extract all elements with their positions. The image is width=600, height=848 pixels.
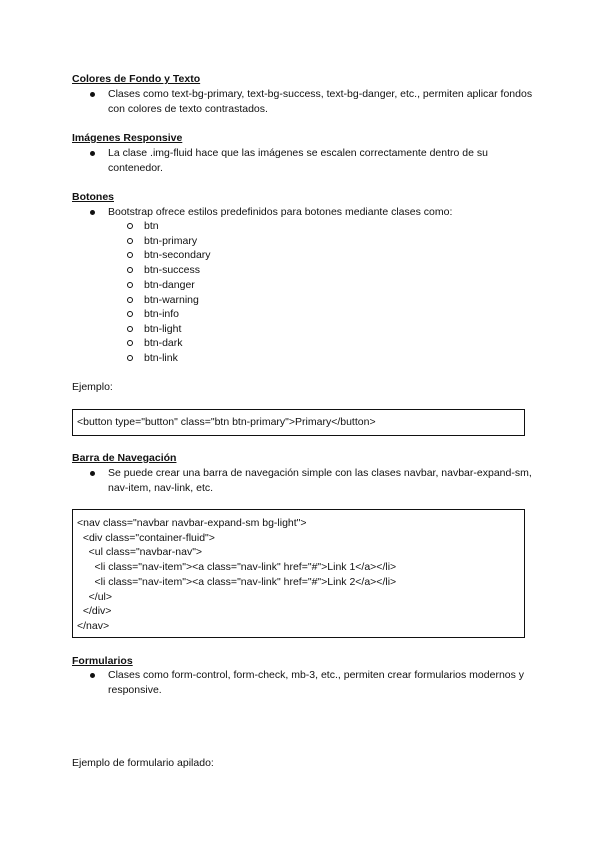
heading-colores: Colores de Fondo y Texto (72, 73, 201, 85)
bullet-text: La clase .img-fluid hace que las imágenes se escalen correctamente dentro de su contenedor. (108, 147, 488, 174)
class-name: btn-warning (144, 294, 199, 306)
heading-formularios: Formularios (72, 655, 133, 667)
class-name: btn-danger (144, 279, 195, 291)
class-name: btn-light (144, 323, 182, 335)
bullet-icon (90, 471, 95, 476)
class-name: btn-info (144, 308, 180, 320)
bullet-text: Bootstrap ofrece estilos predefinidos para botones mediante clases como: (108, 206, 453, 218)
class-name: btn (144, 220, 159, 232)
circle-bullet-icon (127, 297, 133, 303)
heading-navbar: Barra de Navegación (72, 452, 177, 464)
bullet-text: Clases como form-control, form-check, mb-3, etc., permiten crear formularios modernos y responsive. (108, 669, 525, 696)
code-block-navbar: <nav class="navbar navbar-expand-sm bg-light"> <div class="container-fluid"> <ul class="navbar-nav"> <li class="nav-item"><a class="nav-link" href="#">Link 1</a></li> <li class="nav-item"><a class="nav-link" href="#">Link 2</a></li> </ul> </div> </nav> (72, 509, 525, 638)
bullet-text: Se puede crear una barra de navegación simple con las clases navbar, navbar-expand-sm, nav-item, nav-link, etc. (108, 467, 532, 494)
example-label: Ejemplo de formulario apilado: (72, 757, 214, 769)
bullet-icon (90, 92, 95, 97)
circle-bullet-icon (127, 340, 133, 346)
heading-botones: Botones (72, 191, 114, 203)
class-name: btn-secondary (144, 249, 211, 261)
circle-bullet-icon (127, 311, 133, 317)
circle-bullet-icon (127, 326, 133, 332)
heading-imagenes: Imágenes Responsive (72, 132, 183, 144)
circle-bullet-icon (127, 238, 133, 244)
circle-bullet-icon (127, 252, 133, 258)
circle-bullet-icon (127, 267, 133, 273)
circle-bullet-icon (127, 355, 133, 361)
class-name: btn-primary (144, 235, 198, 247)
class-name: btn-success (144, 264, 201, 276)
bullet-icon (90, 210, 95, 215)
bullet-text: Clases como text-bg-primary, text-bg-success, text-bg-danger, etc., permiten aplicar fondos con colores de texto contrastados. (108, 88, 533, 115)
code-block-button: <button type="button" class="btn btn-primary">Primary</button> (72, 409, 525, 436)
bullet-icon (90, 151, 95, 156)
circle-bullet-icon (127, 282, 133, 288)
class-name: btn-dark (144, 337, 183, 349)
circle-bullet-icon (127, 223, 133, 229)
class-name: btn-link (144, 352, 178, 364)
example-label: Ejemplo: (72, 381, 113, 393)
bullet-icon (90, 673, 95, 678)
